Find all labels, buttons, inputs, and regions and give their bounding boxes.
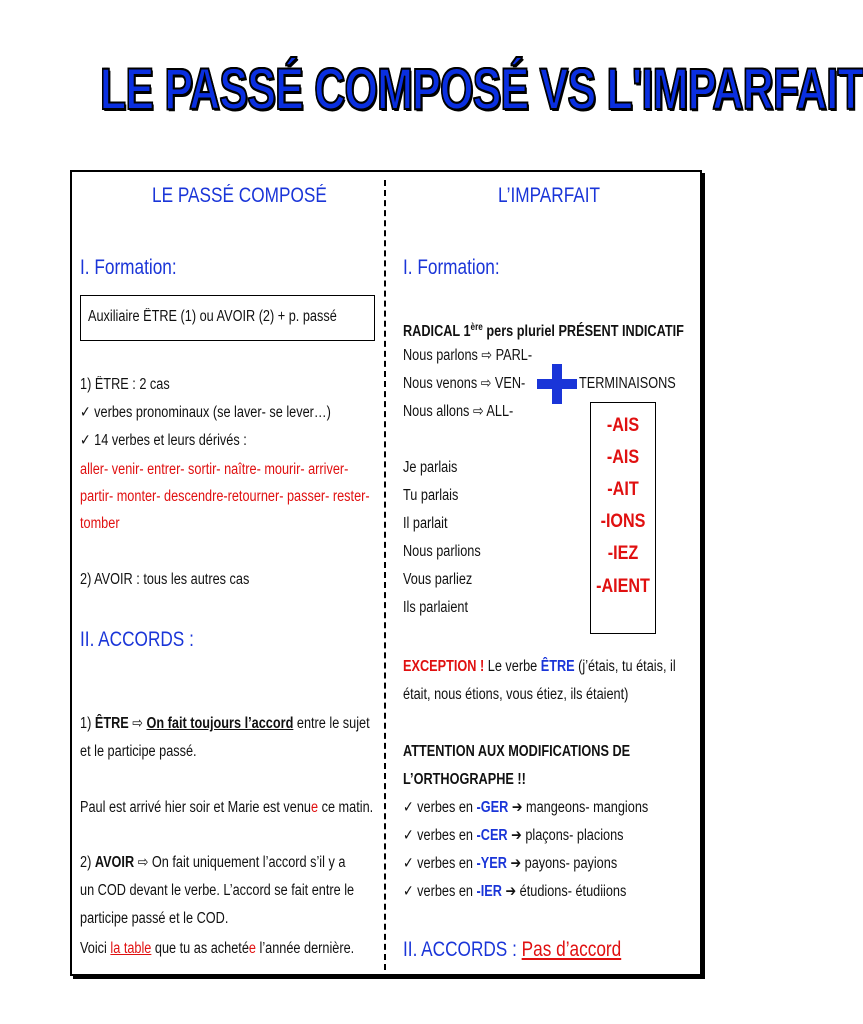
check-14-verbes: ✓ 14 verbes et leurs dérivés : — [80, 432, 247, 449]
avoir-rule: 2) AVOIR : tous les autres cas — [80, 571, 250, 588]
ending-item: -AIT — [607, 479, 639, 500]
radical-example-3: Nous allons ⇨ ALL- — [403, 403, 514, 420]
ending-item: -IEZ — [607, 543, 639, 564]
rule-suffix: -YER — [476, 855, 507, 872]
conjugation-item: Il parlait — [403, 515, 448, 532]
example-avoir-e: l’année dernière. — [255, 940, 355, 957]
column-divider — [384, 180, 386, 970]
conjugation-item: Nous parlions — [403, 543, 481, 560]
rule-example: ➔ mangeons- mangions — [508, 799, 649, 816]
terminaisons-label: TERMINAISONS — [579, 375, 676, 392]
accord-avoir-line-2: un COD devant le verbe. L’accord se fait entre le — [80, 882, 355, 899]
conjugation-item: Ils parlaient — [403, 599, 468, 616]
right-accords-heading: II. ACCORDS : — [403, 938, 517, 961]
spelling-rule — [403, 826, 624, 846]
accord-etre-line-2: et le participe passé. — [80, 743, 197, 760]
left-accords-heading: II. ACCORDS : — [80, 628, 194, 651]
verbs-line-2: partir- monter- descendre-retourner- passer- rester- — [80, 488, 370, 505]
rule-pre: ✓ verbes en — [403, 799, 477, 816]
exception-line — [403, 657, 676, 677]
verbs-line-3: tomber — [80, 515, 120, 532]
rule-pre: ✓ verbes en — [403, 827, 477, 844]
plus-icon — [537, 364, 577, 404]
accord-avoir-rule: ⇨ On fait uniquement l’accord s’il y a — [134, 854, 346, 871]
spelling-rule — [403, 882, 626, 902]
right-accords-line — [403, 937, 621, 963]
page-title: LE PASSÉ COMPOSÉ VS L'IMPARFAIT — [99, 57, 863, 122]
left-heading: LE PASSÉ COMPOSÉ — [152, 184, 327, 207]
accord-etre-verb: ÊTRE — [94, 715, 129, 732]
radical-rule — [403, 318, 684, 342]
accord-etre-rule: On fait toujours l’accord — [146, 715, 294, 732]
exception-verb: ÊTRE — [540, 658, 575, 675]
radical-a: RADICAL 1 — [403, 323, 471, 341]
rule-example: ➔ payons- payions — [506, 855, 618, 872]
example-avoir-ending: e — [248, 940, 256, 957]
rule-example: ➔ plaçons- placions — [507, 827, 624, 844]
conjugation-item: Je parlais — [403, 459, 458, 476]
attention-line-1: ATTENTION AUX MODIFICATIONS DE — [403, 743, 631, 760]
example-avoir — [80, 939, 354, 959]
exception-label: EXCEPTION ! — [403, 658, 485, 675]
accord-avoir-line-3: participe passé et le COD. — [80, 910, 229, 927]
ending-item: -AIENT — [596, 576, 650, 597]
example-etre-end: ce matin. — [318, 799, 374, 816]
ending-item: -IONS — [600, 511, 646, 532]
no-agreement-label: Pas d’accord — [521, 938, 622, 961]
radical-example-2: Nous venons ⇨ VEN- — [403, 375, 526, 392]
example-avoir-cod: la table — [110, 940, 152, 957]
rule-example: ➔ étudions- étudiions — [501, 883, 627, 900]
example-etre-ending: e — [310, 799, 319, 816]
rule-pre: ✓ verbes en — [403, 883, 477, 900]
left-formation-heading: I. Formation: — [80, 256, 177, 279]
etre-title: 1) ÊTRE : 2 cas — [80, 376, 170, 393]
exception-line-2: était, nous étions, vous étiez, ils étaient) — [403, 686, 629, 703]
exception-text: Le verbe — [484, 658, 541, 675]
radical-b: pers pluriel PRÉSENT INDICATIF — [482, 323, 684, 341]
accord-etre-num: 1) — [80, 715, 95, 732]
verbs-line-1: aller- venir- entrer- sortir- naître- mourir- arriver- — [80, 461, 349, 478]
accord-etre-rest: entre le sujet — [293, 715, 370, 732]
accord-avoir-line — [80, 853, 345, 873]
ending-item: -AIS — [606, 415, 640, 436]
exception-forms: (j’étais, tu étais, il — [574, 658, 676, 675]
conjugation-item: Tu parlais — [403, 487, 459, 504]
example-avoir-a: Voici — [80, 940, 111, 957]
right-heading: L’IMPARFAIT — [498, 184, 601, 207]
accord-etre-arrow: ⇨ — [128, 715, 147, 732]
example-etre-text: Paul est arrivé hier soir et Marie est venu — [80, 799, 311, 816]
rule-suffix: -GER — [476, 799, 509, 816]
radical-sup: ère — [470, 322, 483, 333]
spelling-rule — [403, 798, 648, 818]
right-formation-heading: I. Formation: — [403, 256, 500, 279]
radical-example-1: Nous parlons ⇨ PARL- — [403, 347, 533, 364]
accord-avoir-verb: AVOIR — [94, 854, 135, 871]
accord-etre-line — [80, 714, 370, 734]
check-pronominaux: ✓ verbes pronominaux (se laver- se lever…) — [80, 404, 331, 421]
rule-pre: ✓ verbes en — [403, 855, 477, 872]
example-avoir-c: que tu as acheté — [151, 940, 249, 957]
accord-avoir-num: 2) — [80, 854, 95, 871]
rule-suffix: -CER — [476, 827, 508, 844]
ending-item: -AIS — [606, 447, 640, 468]
spelling-rule — [403, 854, 617, 874]
auxiliary-text: Auxiliaire ÊTRE (1) ou AVOIR (2) + p. passé — [88, 308, 337, 325]
rule-suffix: -IER — [476, 883, 502, 900]
conjugation-item: Vous parliez — [403, 571, 473, 588]
attention-line-2: L’ORTHOGRAPHE !! — [403, 771, 526, 788]
example-etre — [80, 798, 373, 818]
